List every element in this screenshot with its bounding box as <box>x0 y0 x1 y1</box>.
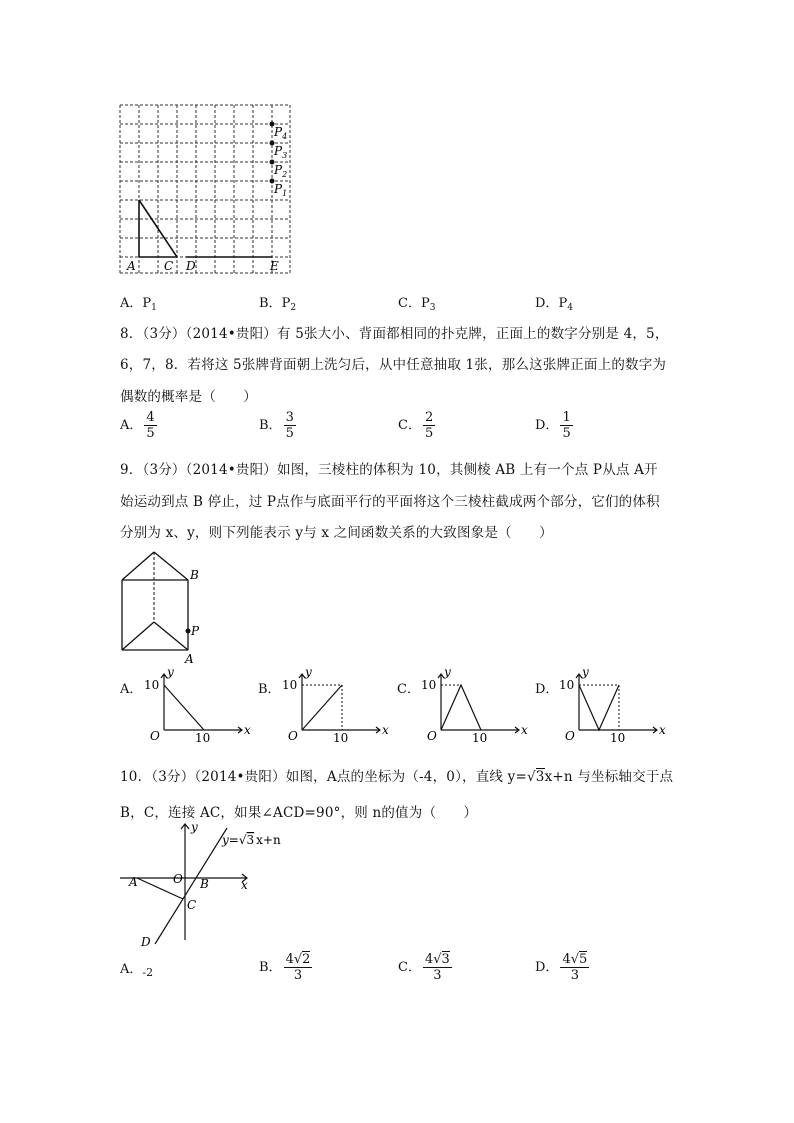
q7-grid-figure <box>110 98 300 278</box>
q10-line-2: B，C，连接 AC，如果∠ACD=90°，则 n的值为（ ） <box>120 805 478 821</box>
q9-line-1: 9．（3分）（2014•贵阳）如图，三棱柱的体积为 10，其侧棱 AB 上有一个点 P从点 A开 <box>120 462 658 478</box>
svg-text:O: O <box>427 729 437 743</box>
graph-line <box>302 685 342 730</box>
svg-text:A: A <box>129 875 138 889</box>
svg-text:10: 10 <box>195 731 211 745</box>
label-d: D <box>186 259 196 273</box>
label-a: A <box>127 259 136 273</box>
svg-text:x: x <box>382 723 389 737</box>
svg-text:x: x <box>244 723 251 737</box>
label-e: E <box>270 259 279 273</box>
q7-options <box>120 292 720 314</box>
label-b: B <box>190 568 199 582</box>
q10-coordinate-figure <box>115 822 295 950</box>
label-p3: $P_3$ <box>274 144 288 160</box>
q8-option-b[interactable]: B． $\frac{3}{5}$ <box>259 410 294 441</box>
svg-text:C: C <box>187 898 197 912</box>
q9-prism-figure <box>112 546 212 668</box>
q8-options <box>120 410 720 446</box>
svg-text:y: y <box>305 665 312 679</box>
svg-text:10: 10 <box>610 731 626 745</box>
q8-option-d[interactable]: D． $\frac{1}{5}$ <box>535 410 571 441</box>
svg-text:10: 10 <box>282 678 298 692</box>
graph-line <box>441 685 481 730</box>
svg-text:D: D <box>141 935 151 949</box>
graph-line <box>164 685 204 730</box>
q10-option-b[interactable]: B． $\frac{4√2}{3}$ <box>259 952 311 983</box>
svg-text:B: B <box>200 877 209 891</box>
svg-text:10: 10 <box>472 731 488 745</box>
q8-option-c[interactable]: C． $\frac{2}{5}$ <box>398 410 434 441</box>
label-c: C <box>164 259 174 273</box>
q8-line-1: 8．（3分）（2014•贵阳）有 5张大小、背面都相同的扑克牌，正面上的数字分别是 4，5， <box>120 326 669 342</box>
line-equation: y=√3 x+n <box>222 833 281 847</box>
svg-text:x: x <box>521 723 528 737</box>
label-p: P <box>191 624 200 638</box>
q7-option-d[interactable]: D．$P_4$ <box>535 296 573 313</box>
q10-option-c[interactable]: C． $\frac{4√3}{3}$ <box>398 952 450 983</box>
label-p1: $P_1$ <box>274 182 288 198</box>
svg-text:y: y <box>191 820 198 834</box>
triangle-side-hyp <box>139 200 177 257</box>
graph-line <box>579 685 619 730</box>
svg-text:y: y <box>167 665 174 679</box>
line-bc <box>155 828 227 944</box>
q10-option-d[interactable]: D． $\frac{4√5}{3}$ <box>535 952 588 983</box>
label-a: A <box>185 652 194 666</box>
svg-text:O: O <box>150 729 160 743</box>
q10-options <box>120 952 720 990</box>
label-p2: $P_2$ <box>274 163 288 179</box>
svg-text:10: 10 <box>144 678 160 692</box>
label-p4: $P_4$ <box>274 125 288 141</box>
q9-line-2: 始运动到点 B 停止，过 P点作与底面平行的平面将这个三棱柱截成两个部分，它们的体积 <box>120 494 660 510</box>
q8-option-a[interactable]: A． $\frac{4}{5}$ <box>120 410 155 441</box>
q10-option-a[interactable]: A．$_{-2}$ <box>120 962 154 979</box>
point-p <box>186 629 191 634</box>
q10-line-1: 10．（3分）（2014•贵阳）如图，A点的坐标为（-4，0），直线 y=√3x+n 与坐标轴交于点 <box>120 769 674 785</box>
svg-text:10: 10 <box>559 678 575 692</box>
svg-text:x: x <box>659 723 666 737</box>
svg-text:O: O <box>173 872 183 886</box>
svg-text:10: 10 <box>333 731 349 745</box>
svg-text:y: y <box>444 665 451 679</box>
svg-text:O: O <box>565 729 575 743</box>
q9-line-3: 分别为 x、y，则下列能表示 y与 x 之间函数关系的大致图象是（ ） <box>120 525 553 541</box>
svg-text:10: 10 <box>421 678 437 692</box>
svg-text:y: y <box>582 665 589 679</box>
q7-option-b[interactable]: B．$P_2$ <box>259 296 297 313</box>
q7-option-a[interactable]: A．$P_1$ <box>120 296 157 313</box>
q7-option-c[interactable]: C．$P_3$ <box>398 296 436 313</box>
q8-line-2: 6，7，8．若将这 5张牌背面朝上洗匀后，从中任意抽取 1张，那么这张牌正面上的数字为 <box>120 357 667 373</box>
svg-text:O: O <box>288 729 298 743</box>
q8-line-3: 偶数的概率是（ ） <box>120 389 257 405</box>
svg-text:x: x <box>241 878 248 892</box>
